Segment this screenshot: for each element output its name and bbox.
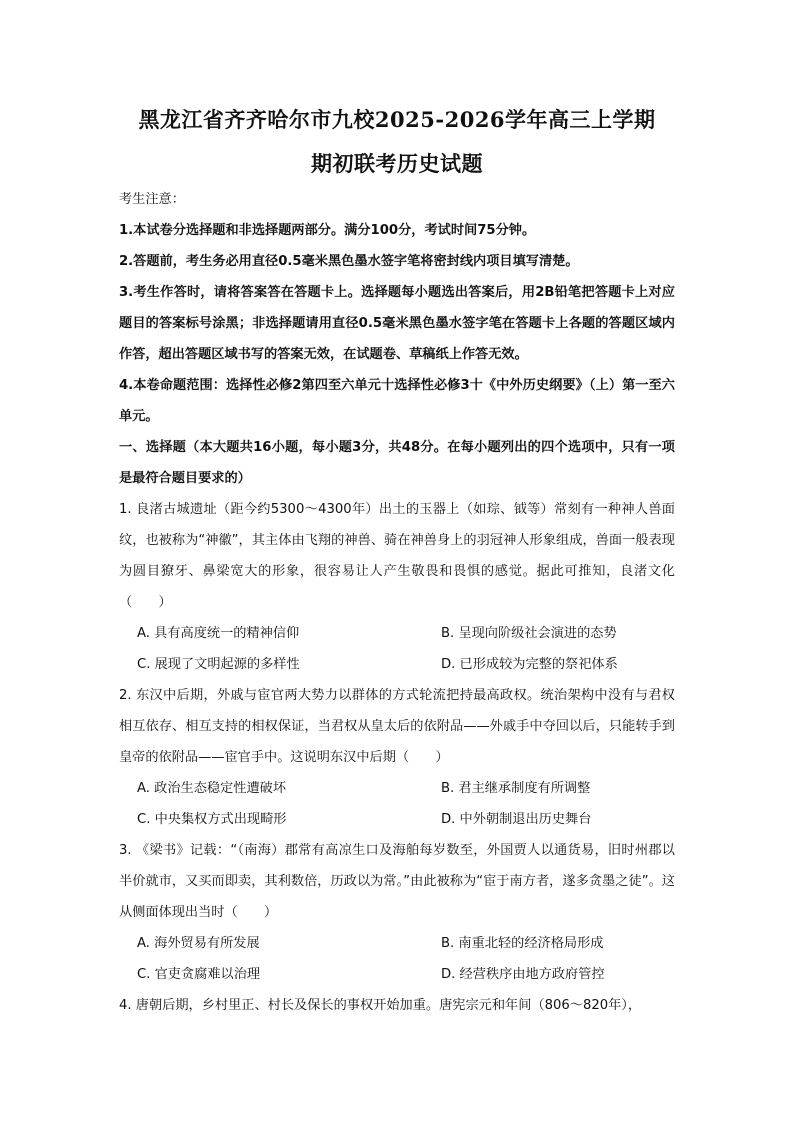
question-stem: 3. 《梁书》记载：“（南海）郡常有高凉生口及海舶每岁数至，外国贾人以通货易，旧时州郡以半价就市，又买而即卖，其利数倍，历政以为常。”由此被称为“宦于南方者，遂多贪墨之徒”。这从侧面体现出当时（ ） — [119, 843, 675, 920]
option-c[interactable]: C. 展现了文明起源的多样性 — [137, 657, 300, 672]
notice-item-3: 3.考生作答时，请将答案答在答题卡上。选择题每小题选出答案后，用2B铅笔把答题卡上对应题目的答案标号涂黑；非选择题请用直径0.5毫米黑色墨水签字笔在答题卡上各题的答题区域内作答，超出答题区域书写的答案无效，在试题卷、草稿纸上作答无效。 — [119, 285, 675, 362]
option-a[interactable]: A. 海外贸易有所发展 — [137, 936, 260, 951]
section-heading: 一、选择题（本大题共16小题，每小题3分，共48分。在每小题列出的四个选项中，只有一项是最符合题目要求的） — [119, 440, 675, 486]
question-2 — [119, 680, 675, 835]
question-options — [119, 618, 675, 680]
option-d[interactable]: D. 中外朝制退出历史舞台 — [441, 812, 592, 827]
exam-content — [119, 184, 675, 1021]
option-b[interactable]: B. 南重北轻的经济格局形成 — [441, 936, 604, 951]
option-a[interactable]: A. 具有高度统一的精神信仰 — [137, 626, 300, 641]
question-1 — [119, 494, 675, 680]
option-b[interactable]: B. 呈现向阶级社会演进的态势 — [441, 626, 617, 641]
question-options — [119, 773, 675, 835]
notice-item-4: 4.本卷命题范围：选择性必修2第四至六单元十选择性必修3十《中外历史纲要》（上）第一至六单元。 — [119, 378, 675, 424]
question-stem: 4. 唐朝后期，乡村里正、村长及保长的事权开始加重。唐宪宗元和年间（806～820年）， — [119, 998, 642, 1013]
notice-item-2: 2.答题前，考生务必用直径0.5毫米黑色墨水签字笔将密封线内项目填写清楚。 — [119, 254, 579, 269]
question-4 — [119, 990, 675, 1021]
option-d[interactable]: D. 经营秩序由地方政府管控 — [441, 967, 605, 982]
notice-item-1: 1.本试卷分选择题和非选择题两部分。满分100分，考试时间75分钟。 — [119, 223, 536, 238]
option-b[interactable]: B. 君主继承制度有所调整 — [441, 781, 591, 796]
exam-title-line1: 黑龙江省齐齐哈尔市九校2025-2026学年高三上学期 — [138, 107, 656, 132]
notice-heading: 考生注意： — [119, 192, 185, 207]
exam-title-line2: 期初联考历史试题 — [311, 151, 483, 176]
option-a[interactable]: A. 政治生态稳定性遭破坏 — [137, 781, 287, 796]
question-options — [119, 928, 675, 990]
question-stem: 2. 东汉中后期，外戚与宦官两大势力以群体的方式轮流把持最高政权。统治架构中没有与君权相互依存、相互支持的相权保证，当君权从皇太后的依附品——外戚手中夺回以后，只能转手到皇帝的依附品——宦官手中。这说明东汉中后期（ ） — [119, 688, 675, 765]
question-3 — [119, 835, 675, 990]
option-d[interactable]: D. 已形成较为完整的祭祀体系 — [441, 657, 618, 672]
option-c[interactable]: C. 官吏贪腐难以治理 — [137, 967, 261, 982]
option-c[interactable]: C. 中央集权方式出现畸形 — [137, 812, 287, 827]
question-stem: 1. 良渚古城遗址（距今约5300～4300年）出土的玉器上（如琮、钺等）常刻有一种神人兽面纹，也被称为“神徽”，其主体由飞翔的神兽、骑在神兽身上的羽冠神人形象组成，兽面一般表现为圆目獠牙、鼻梁宽大的形象，很容易让人产生敬畏和畏惧的感觉。据此可推知，良渚文化（ ） — [119, 502, 675, 610]
